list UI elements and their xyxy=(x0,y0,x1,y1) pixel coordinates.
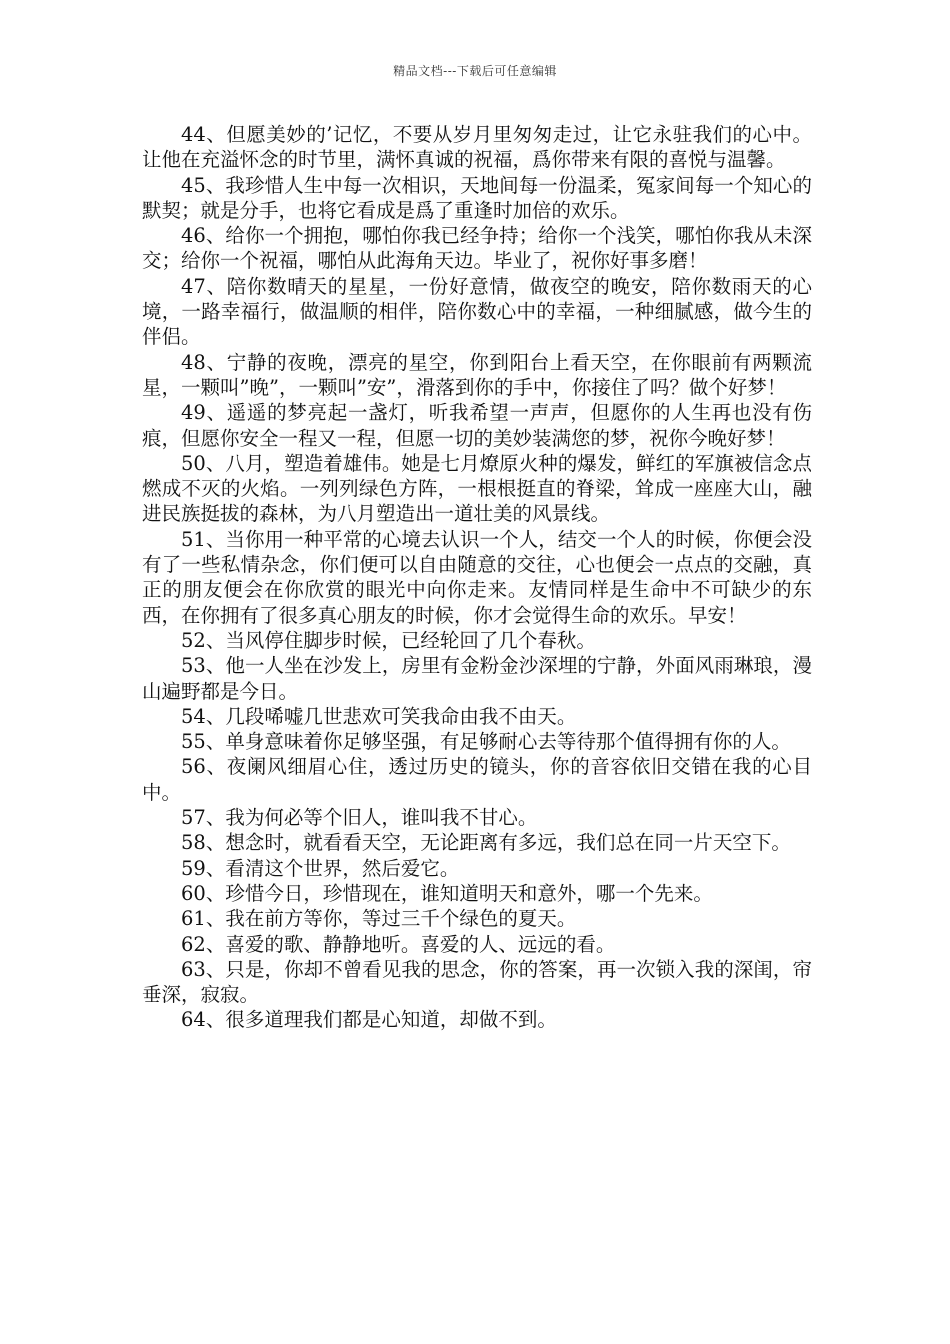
paragraph-45: 45、我珍惜人生中每一次相识，天地间每一份温柔，冤家间每一个知心的默契；就是分手，也将它看成是爲了重逢时加倍的欢乐。 xyxy=(142,173,812,222)
paragraph-44: 44、但愿美妙的’记忆，不要从岁月里匆匆走过，让它永驻我们的心中。让他在充溢怀念的时节里，满怀真诚的祝福，爲你带来有限的喜悦与温馨。 xyxy=(142,123,812,172)
document-body xyxy=(142,122,812,1033)
paragraph-53: 53、他一人坐在沙发上，房里有金粉金沙深埋的宁静，外面风雨琳琅，漫山遍野都是今日。 xyxy=(142,654,812,703)
paragraph-47: 47、陪你数晴天的星星，一份好意情，做夜空的晚安，陪你数雨天的心境，一路幸福行，做温顺的相伴，陪你数心中的幸福，一种细腻感，做今生的伴侣。 xyxy=(142,274,812,349)
paragraph-55: 55、单身意味着你足够坚强，有足够耐心去等待那个值得拥有你的人。 xyxy=(181,730,791,754)
paragraph-62: 62、喜爱的歌、静静地听。喜爱的人、远远的看。 xyxy=(181,932,616,956)
paragraph-46: 46、给你一个拥抱，哪怕你我已经争持；给你一个浅笑，哪怕你我从未深交；给你一个祝福，哪怕从此海角天边。毕业了，祝你好事多磨！ xyxy=(142,224,812,273)
paragraph-49: 49、遥遥的梦亮起一盏灯，听我希望一声声，但愿你的人生再也没有伤痕，但愿你安全一程又一程，但愿一切的美妙装满您的梦，祝你今晚好梦！ xyxy=(142,401,812,450)
paragraph-54: 54、几段唏嘘几世悲欢可笑我命由我不由天。 xyxy=(181,704,577,728)
paragraph-56: 56、夜阑风细眉心住，透过历史的镜头，你的音容依旧交错在我的心目中。 xyxy=(142,755,812,804)
paragraph-50: 50、八月，塑造着雄伟。她是七月燎原火种的爆发，鲜红的军旗被信念点燃成不灭的火焰。一列列绿色方阵，一根根挺直的脊梁，耸成一座座大山，融进民族挺拔的森林，为八月塑造出一道壮美的风景线。 xyxy=(142,451,812,526)
page-header: 精品文档---下载后可任意编辑 xyxy=(393,64,557,78)
paragraph-63: 63、只是，你却不曾看见我的思念，你的答案，再一次锁入我的深闺，帘垂深，寂寂。 xyxy=(142,957,812,1007)
paragraph-51: 51、当你用一种平常的心境去认识一个人，结交一个人的时候，你便会没有了一些私情杂念，你们便可以自由随意的交往，心也便会一点点的交融，真正的朋友便会在你欣赏的眼光中向你走来。友情同样是生命中不可缺少的东西，在你拥有了很多真心朋友的时候，你才会觉得生命的欢乐。早安！ xyxy=(142,527,812,627)
paragraph-58: 58、想念时，就看看天空，无论距离有多远，我们总在同一片天空下。 xyxy=(181,831,791,855)
paragraph-60: 60、珍惜今日，珍惜现在，谁知道明天和意外，哪一个先来。 xyxy=(181,881,713,905)
paragraph-57: 57、我为何必等个旧人，谁叫我不甘心。 xyxy=(181,806,538,830)
paragraph-59: 59、看清这个世界，然后爱它。 xyxy=(181,856,460,880)
paragraph-61: 61、我在前方等你，等过三千个绿色的夏天。 xyxy=(181,907,577,931)
paragraph-48: 48、宁静的夜晚，漂亮的星空，你到阳台上看天空，在你眼前有两颗流星，一颗叫”晚”，一颗叫”安”，滑落到你的手中，你接住了吗？做个好梦！ xyxy=(142,350,812,399)
paragraph-64: 64、很多道理我们都是心知道，却做不到。 xyxy=(181,1008,557,1032)
paragraph-52: 52、当风停住脚步时候，已经轮回了几个春秋。 xyxy=(181,628,596,652)
